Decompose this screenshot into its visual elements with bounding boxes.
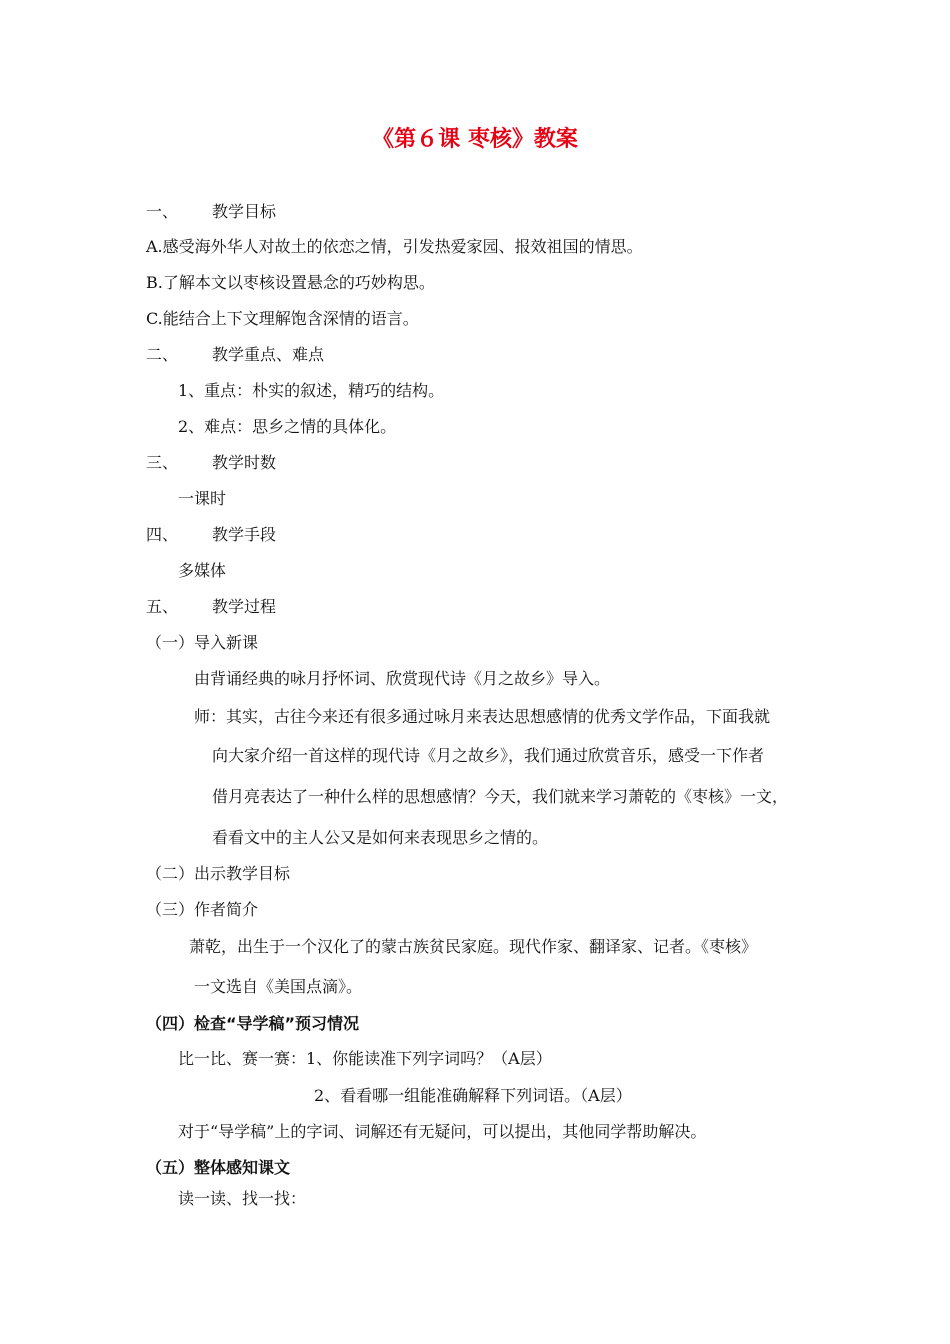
section-heading-2 — [146, 344, 324, 366]
paragraph-line: 萧乾，出生于一个汉化了的蒙古族贫民家庭。现代作家、翻译家、记者。《枣核》 — [189, 937, 758, 956]
step-heading: （三）作者简介 — [146, 900, 259, 919]
difficult-point: 2、难点：思乡之情的具体化。 — [178, 417, 397, 436]
paragraph-line: 向大家介绍一首这样的现代诗《月之故乡》，我们通过欣赏音乐，感受一下作者 — [212, 746, 765, 765]
objective-a: A.感受海外华人对故土的依恋之情，引发热爱家园、报效祖国的情思。 — [146, 237, 643, 256]
section-label: 教学目标 — [212, 202, 277, 221]
section-number: 四、 — [146, 525, 179, 544]
teaching-hours: 一课时 — [178, 489, 227, 508]
section-heading-3 — [146, 452, 276, 474]
page-title: 《第６课 枣核》教案 — [372, 127, 578, 152]
section-number: 一、 — [146, 202, 179, 221]
paragraph-line: 看看文中的主人公又是如何来表现思乡之情的。 — [212, 828, 549, 847]
section-heading-5 — [146, 596, 276, 618]
paragraph-line: 比一比、赛一赛：1、你能读准下列字词吗？（A层） — [178, 1049, 552, 1068]
paragraph-line: 2、看看哪一组能准确解释下列词语。（A层） — [314, 1086, 632, 1105]
step-heading: （二）出示教学目标 — [146, 864, 291, 883]
section-heading-4 — [146, 524, 276, 546]
paragraph-line: 对于“导学稿”上的字词、词解还有无疑问，可以提出，其他同学帮助解决。 — [178, 1122, 707, 1141]
section-number: 二、 — [146, 345, 179, 364]
step-heading: （四）检查“导学稿”预习情况 — [146, 1014, 360, 1033]
step-heading: （五）整体感知课文 — [146, 1158, 291, 1177]
section-label: 教学重点、难点 — [212, 345, 325, 364]
paragraph-line: 一文选自《美国点滴》。 — [194, 977, 363, 996]
paragraph-line: 师：其实，古往今来还有很多通过咏月来表达思想感情的优秀文学作品，下面我就 — [194, 707, 771, 726]
objective-c: C.能结合上下文理解饱含深情的语言。 — [146, 309, 419, 328]
section-label: 教学时数 — [212, 453, 277, 472]
section-heading-1 — [146, 201, 276, 223]
section-number: 五、 — [146, 597, 179, 616]
section-number: 三、 — [146, 453, 179, 472]
section-label: 教学手段 — [212, 525, 277, 544]
paragraph-line: 由背诵经典的咏月抒怀词、欣赏现代诗《月之故乡》导入。 — [194, 669, 611, 688]
teaching-means: 多媒体 — [178, 561, 227, 580]
key-point: 1、重点：朴实的叙述，精巧的结构。 — [178, 381, 445, 400]
objective-b: B.了解本文以枣核设置悬念的巧妙构思。 — [146, 273, 435, 292]
section-label: 教学过程 — [212, 597, 277, 616]
paragraph-line: 借月亮表达了一种什么样的思想感情？今天，我们就来学习萧乾的《枣核》一文， — [212, 787, 789, 806]
step-heading: （一）导入新课 — [146, 633, 259, 652]
paragraph-line: 读一读、找一找： — [178, 1189, 307, 1208]
